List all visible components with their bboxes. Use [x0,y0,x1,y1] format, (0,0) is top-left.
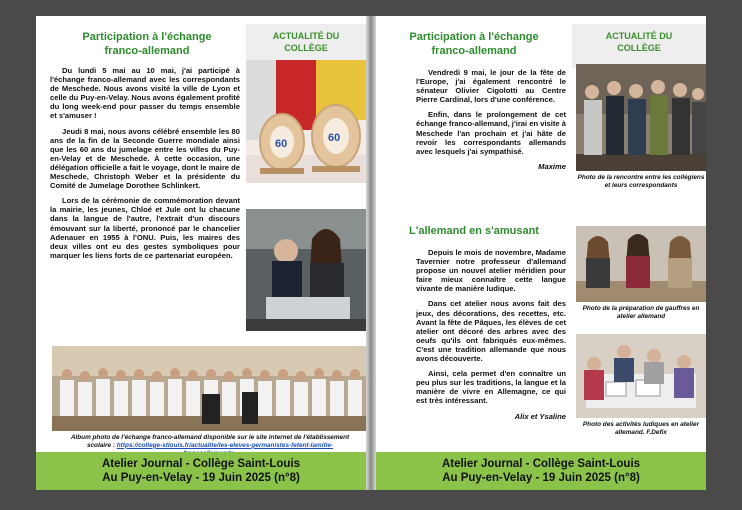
ceremony-illustration [246,209,366,331]
left-footer-line2: Au Puy-en-Velay - 19 Juin 2025 (n°8) [102,472,300,484]
left-title-line2: franco-allemand [104,45,190,57]
right-article-title [376,30,572,58]
left-page [36,16,366,490]
photo3-caption [576,421,706,437]
left-paragraph-2: Jeudi 8 mai, nous avons célébré ensemble les 80 ans de la fin de la Seconde Guerre mondiale ainsi que les 60 ans du jumelage entre les villes du Puy-en-Velay et de Meschede. À cette occasion, une délégation officielle a fait le voyage, dont le maire de Meschede, Christoph Weber et la présidente du Comité de Jumelage Dorothee Schlinkert. [50,126,240,191]
svg-text:60: 60 [275,138,288,150]
right-paragraph-5: Ainsi, cela permet d'en connaître un peu plus sur les traditions, la langue et la manière de vivre en Allemagne, ce qui est très intéressant. [416,369,566,406]
second-article-title [376,224,572,238]
left-sidebar-line2: COLLÈGE [284,43,328,53]
second-title-text: L'allemand en s'amusant [409,225,539,237]
left-article-title [52,30,242,58]
left-footer [36,452,366,490]
students-meeting-photo [576,64,706,171]
signature-alix-ysaline: Alix et Ysaline [514,411,566,421]
right-footer-line1: Atelier Journal - Collège Saint-Louis [441,458,641,470]
right-article-body-2 [416,248,566,421]
album-link[interactable]: https://college-stlouis.fr/actualite/les-eleves-germanistes-fetent-lamitie- [116,441,334,449]
right-sidebar-line1: ACTUALITÉ DU [605,31,673,41]
games-photo [576,334,706,418]
photo1-caption-text: Photo de la rencontre entre les collégiens et leurs correspondants [577,174,705,189]
svg-text:60: 60 [328,132,341,144]
right-footer [376,452,706,490]
group-photo [52,346,366,431]
left-sidebar-line1: ACTUALITÉ DU [272,31,340,41]
trophies-photo [246,60,366,183]
photo2-caption-text: Photo de la préparation de gauffres en atelier allemand [582,305,700,320]
right-title-line2: franco-allemand [431,45,517,57]
trophies-illustration [246,60,366,183]
group-illustration [52,346,366,431]
right-paragraph-2: Enfin, dans le prolongement de cet échange franco-allemand, j'irai en visite à Meschede l'an prochain et j'ai hâte de revoir les correspondants allemands avec lesquels j'ai sympathisé. [416,110,566,156]
page-gutter [366,16,376,490]
signature-maxime: Maxime [538,161,566,171]
students-meeting-illustration [576,64,706,171]
right-page [376,16,706,490]
caption-text: Album photo de l'échange franco-allemand disponible sur le site internet de l'établissement scolaire : [70,434,350,449]
right-sidebar-line2: COLLÈGE [617,43,661,53]
left-paragraph-1: Du lundi 5 mai au 10 mai, j'ai participé à l'échange franco-allemand avec les correspondants de Meschede. Nous avons visité la ville de Lyon et celle du Puy-en-Velay. Nous avons également profité du long week-end pour passer du temps ensemble et s'amuser ! [50,66,240,121]
waffles-photo [576,226,706,302]
right-title-line1: Participation à l'échange [409,31,539,43]
ceremony-reading-photo [246,209,366,331]
left-article-body [50,66,240,266]
right-paragraph-1: Vendredi 9 mai, le jour de la fête de l'Europe, j'ai également rencontré le sénateur Olivier Cigolotti au Centre Pierre Cardinal, lors d'une conférence. [416,68,566,105]
right-article-body-1 [416,68,566,171]
left-paragraph-3: Lors de la cérémonie de commémoration devant la mairie, les jeunes, Chloé et Jule ont lu chacune dans la langue de l'autre, l'extrait d'un discours émouvant sur la liberté, prononcé par le chancelier Adenauer en 1955 à l'ONU. Puis, les maires des deux villes ont eu des gestes symboliques pour marquer les liens forts de ce partenariat européen. [50,196,240,260]
right-paragraph-3: Depuis le mois de novembre, Madame Tavernier notre professeur d'allemand propose un nouvel atelier méridien pour faire mieux connaître cette langue vivante de manière ludique. [416,248,566,294]
photo1-caption [576,174,706,190]
waffles-illustration [576,226,706,302]
photo3-caption-text: Photo des activités ludiques en atelier allemand. F.Defix [582,421,700,436]
right-footer-line2: Au Puy-en-Velay - 19 Juin 2025 (n°8) [442,472,640,484]
games-illustration [576,334,706,418]
left-footer-line1: Atelier Journal - Collège Saint-Louis [101,458,301,470]
right-sidebar-header [572,24,706,68]
right-paragraph-4: Dans cet atelier nous avons fait des jeux, des décorations, des recettes, etc. Avant la fête de Pâques, les élèves de cet atelier ont décoré des arbres avec des oeufs qu'ils ont fabriqués eux-mêmes. C'est une tradition allemande que nous avons découverte. [416,299,566,364]
photo2-caption [576,305,706,321]
left-title-line1: Participation à l'échange [82,31,212,43]
